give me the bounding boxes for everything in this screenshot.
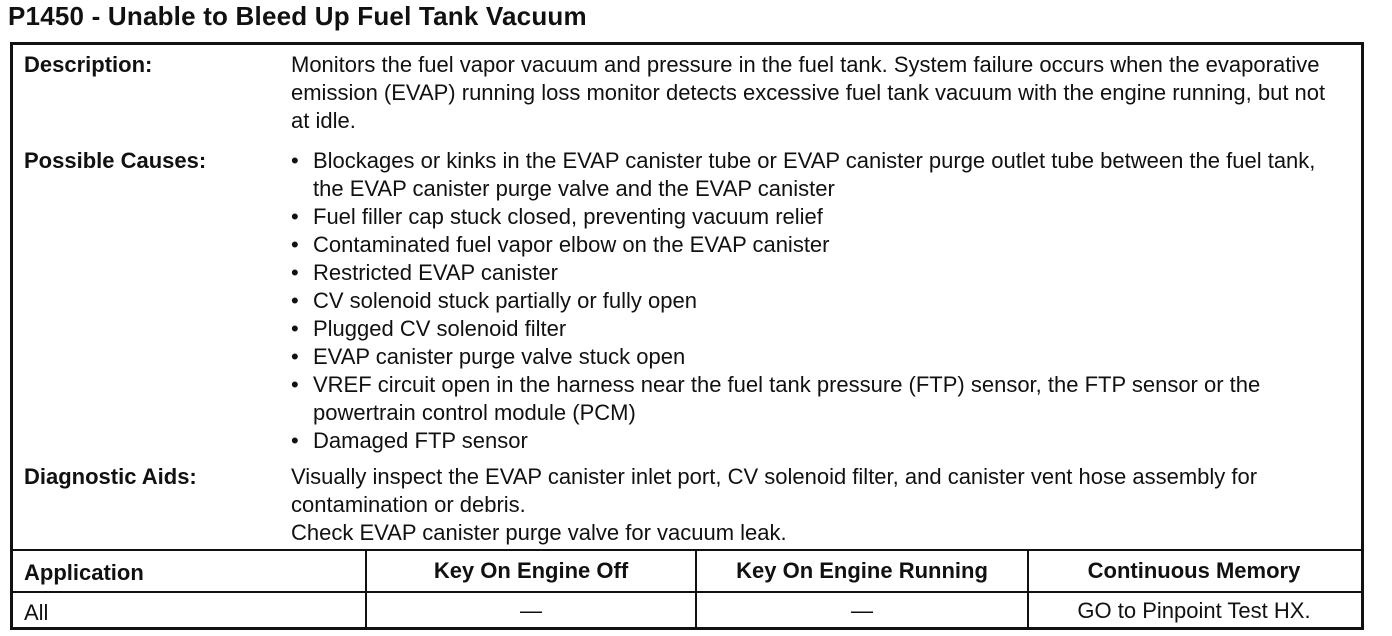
list-item: • VREF circuit open in the harness near the fuel tank pressure (FTP) sensor, the FTP sensor or the powertrain control module (PCM) xyxy=(291,371,1337,427)
description-label: Description: xyxy=(24,52,153,77)
list-item: • Plugged CV solenoid filter xyxy=(291,316,567,341)
cause-text: Contaminated fuel vapor elbow on the EVAP canister xyxy=(313,232,830,257)
cause-text: Plugged CV solenoid filter xyxy=(313,316,567,341)
table-header-koer: Key On Engine Running xyxy=(736,558,988,583)
cause-text: Fuel filler cap stuck closed, preventing vacuum relief xyxy=(313,204,823,229)
diagnostic-aids-paragraph: Visually inspect the EVAP canister inlet port, CV solenoid filter, and canister vent hose assembly for contamination or debris. xyxy=(291,464,1258,517)
cause-text: Damaged FTP sensor xyxy=(313,428,528,453)
list-item: • Blockages or kinks in the EVAP canister tube or EVAP canister purge outlet tube between the fuel tank, the EVAP canister purge valve and the EVAP canister xyxy=(291,147,1337,203)
cause-text: CV solenoid stuck partially or fully open xyxy=(313,288,697,313)
cause-text: Restricted EVAP canister xyxy=(313,260,558,285)
table-cell-application: All xyxy=(24,600,49,625)
table-top-divider xyxy=(13,549,1361,551)
possible-causes-list xyxy=(291,147,1337,455)
description-text: Monitors the fuel vapor vacuum and pressure in the fuel tank. System failure occurs when the evaporative emission (EVAP) running loss monitor detects excessive fuel tank vacuum with the engine running, but not at idle. xyxy=(291,52,1326,133)
table-cell-koeo: — xyxy=(520,598,542,623)
dtc-info-box xyxy=(10,42,1364,630)
table-header-koeo: Key On Engine Off xyxy=(433,558,629,583)
table-header-divider xyxy=(13,591,1361,593)
cause-text: Blockages or kinks in the EVAP canister tube or EVAP canister purge outlet tube between the fuel tank, the EVAP canister purge valve and the EVAP canister xyxy=(313,148,1316,201)
diagnostic-aids-label: Diagnostic Aids: xyxy=(24,464,197,489)
list-item: • Damaged FTP sensor xyxy=(291,428,528,453)
cause-text: VREF circuit open in the harness near the fuel tank pressure (FTP) sensor, the FTP sensor or the powertrain control module (PCM) xyxy=(313,372,1261,425)
possible-causes-label: Possible Causes: xyxy=(24,148,207,173)
diagnostic-aids-text xyxy=(291,463,1301,547)
list-item: • EVAP canister purge valve stuck open xyxy=(291,344,686,369)
cause-text: EVAP canister purge valve stuck open xyxy=(313,344,686,369)
page-title: P1450 - Unable to Bleed Up Fuel Tank Vacuum xyxy=(8,1,587,31)
table-header-continuous-memory: Continuous Memory xyxy=(1087,558,1301,583)
diagnostic-aids-paragraph: Check EVAP canister purge valve for vacuum leak. xyxy=(291,520,787,545)
list-item: • CV solenoid stuck partially or fully open xyxy=(291,288,697,313)
list-item: • Contaminated fuel vapor elbow on the EVAP canister xyxy=(291,232,830,257)
list-item: • Fuel filler cap stuck closed, preventing vacuum relief xyxy=(291,204,823,229)
table-cell-koer: — xyxy=(851,598,873,623)
table-header-application: Application xyxy=(24,560,144,585)
list-item: • Restricted EVAP canister xyxy=(291,260,558,285)
table-cell-continuous-memory: GO to Pinpoint Test HX. xyxy=(1077,598,1311,623)
